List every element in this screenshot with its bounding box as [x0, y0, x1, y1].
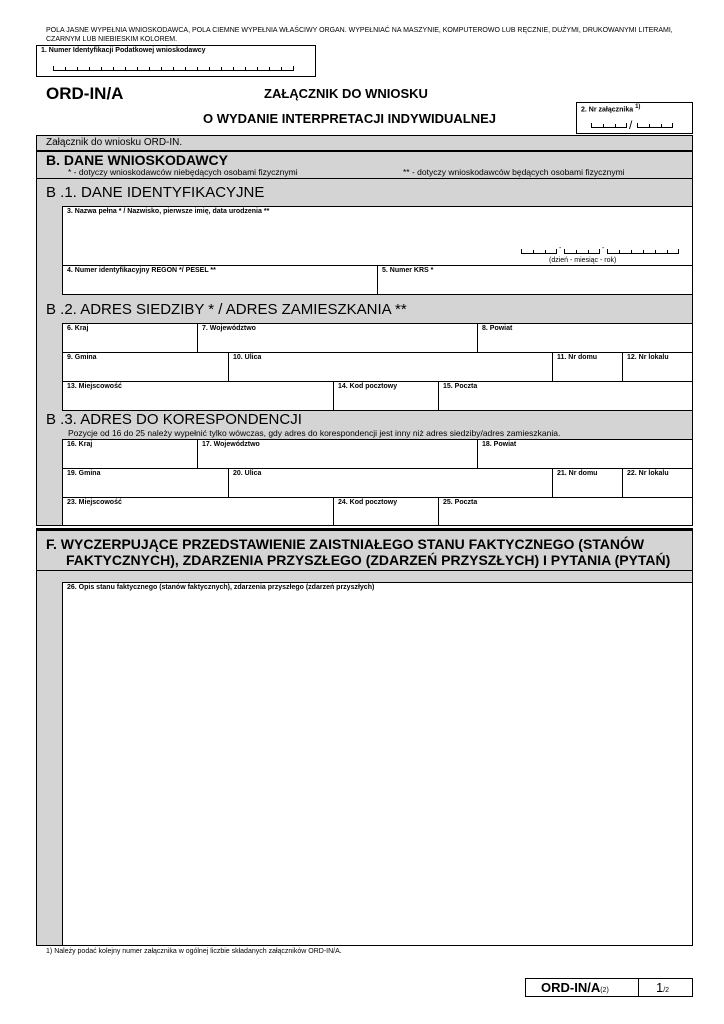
- corr-post-office-field[interactable]: [438, 497, 693, 526]
- page-number-total: /2: [663, 987, 670, 994]
- commune-field[interactable]: [62, 352, 229, 382]
- corr-county-field[interactable]: [477, 439, 693, 469]
- full-name-field[interactable]: [62, 206, 693, 266]
- section-f-title-line2: FAKTYCZNYCH), ZDARZENIA PRZYSZŁEGO (ZDARZEŃ PRZYSZŁYCH) I PYTANIA (PYTAŃ): [66, 552, 671, 568]
- house-number-label: 11. Nr domu: [557, 354, 598, 361]
- apartment-number-label: 12. Nr lokalu: [627, 354, 669, 361]
- corr-postal-code-field[interactable]: [333, 497, 439, 526]
- section-divider: [36, 570, 693, 571]
- corr-street-field[interactable]: [228, 468, 553, 498]
- commune-label: 9. Gmina: [67, 354, 97, 361]
- footer-form-code-text: ORD-IN/A: [541, 980, 601, 995]
- corr-post-office-label: 25. Poczta: [443, 499, 478, 506]
- regon-pesel-label: 4. Numer identyfikacyjny REGON */ PESEL **: [67, 267, 216, 274]
- title-line2: O WYDANIE INTERPRETACJI INDYWIDUALNEJ: [203, 111, 496, 126]
- page-number-current: 1: [656, 980, 664, 995]
- subtitle: Załącznik do wniosku ORD-IN.: [46, 137, 183, 148]
- slash-separator: /: [629, 118, 633, 132]
- city-field[interactable]: [62, 381, 334, 411]
- attachment-total-boxes: [637, 123, 673, 128]
- post-office-field[interactable]: [438, 381, 693, 411]
- corr-country-field[interactable]: [62, 439, 198, 469]
- attachment-number-boxes: [591, 123, 627, 128]
- county-label: 8. Powiat: [482, 325, 513, 332]
- corr-commune-label: 19. Gmina: [67, 470, 101, 477]
- corr-city-field[interactable]: [62, 497, 334, 526]
- date-hint: (dzień - miesiąc - rok): [549, 257, 617, 264]
- note-natural: ** - dotyczy wnioskodawców będących osobami fizycznymi: [403, 167, 625, 177]
- fact-description-label: 26. Opis stanu faktycznego (stanów faktycznych), zdarzenia przyszłego (zdarzeń przyszłych): [67, 584, 375, 591]
- footnote-mark: 1): [46, 948, 53, 955]
- corr-house-number-label: 21. Nr domu: [557, 470, 598, 477]
- postal-code-label: 14. Kod pocztowy: [338, 383, 398, 390]
- corr-county-label: 18. Powiat: [482, 441, 517, 448]
- nip-label: 1. Numer Identyfikacji Podatkowej wnioskodawcy: [41, 47, 206, 54]
- footer-divider: [638, 979, 639, 996]
- corr-street-label: 20. Ulica: [233, 470, 262, 477]
- footer-form-code: [541, 980, 609, 995]
- form-code: ORD-IN/A: [46, 84, 124, 103]
- voivodeship-label: 7. Województwo: [202, 325, 256, 332]
- nip-field[interactable]: [36, 45, 316, 77]
- apartment-number-field[interactable]: [622, 352, 693, 382]
- nip-digit-boxes: [53, 66, 294, 71]
- post-office-label: 15. Poczta: [443, 383, 478, 390]
- county-field[interactable]: [477, 323, 693, 353]
- b3-note: Pozycje od 16 do 25 należy wypełnić tylko wówczas, gdy adres do korespondencji jest inny niż adres siedziby/adres zamieszkania.: [68, 428, 561, 438]
- page-number: [656, 980, 669, 995]
- footnote-text: Należy podać kolejny numer załącznika w ogólnej liczbie składanych załączników ORD-IN/A.: [54, 948, 342, 955]
- corr-voivodeship-label: 17. Województwo: [202, 441, 260, 448]
- section-b3-title: B .3. ADRES DO KORESPONDENCJI: [46, 411, 302, 428]
- birth-month-boxes: [564, 249, 600, 254]
- corr-commune-field[interactable]: [62, 468, 229, 498]
- section-b1-title: B .1. DANE IDENTYFIKACYJNE: [46, 184, 265, 201]
- street-label: 10. Ulica: [233, 354, 262, 361]
- footer-form-version: (2): [600, 987, 609, 994]
- footnote-ref: 1): [635, 104, 641, 110]
- street-field[interactable]: [228, 352, 553, 382]
- postal-code-field[interactable]: [333, 381, 439, 411]
- country-label: 6. Kraj: [67, 325, 89, 332]
- section-f-title-line1: F. WYCZERPUJĄCE PRZEDSTAWIENIE ZAISTNIAŁEGO STANU FAKTYCZNEGO (STANÓW: [46, 536, 645, 552]
- corr-city-label: 23. Miejscowość: [67, 499, 122, 506]
- birth-day-boxes: [521, 249, 557, 254]
- date-separator: -: [559, 245, 562, 252]
- title-line1: ZAŁĄCZNIK DO WNIOSKU: [264, 86, 428, 101]
- regon-pesel-field[interactable]: [62, 265, 378, 295]
- voivodeship-field[interactable]: [197, 323, 478, 353]
- note-legal: * - dotyczy wnioskodawców niebędących osobami fizycznymi: [68, 167, 298, 177]
- section-b2-title: B .2. ADRES SIEDZIBY * / ADRES ZAMIESZKANIA **: [46, 301, 407, 318]
- date-separator: -: [602, 245, 605, 252]
- corr-apartment-number-label: 22. Nr lokalu: [627, 470, 669, 477]
- krs-field[interactable]: [377, 265, 693, 295]
- city-label: 13. Miejscowość: [67, 383, 122, 390]
- attachment-number-field[interactable]: [576, 102, 693, 134]
- corr-voivodeship-field[interactable]: [197, 439, 478, 469]
- instruction-text: POLA JASNE WYPEŁNIA WNIOSKODAWCA, POLA CIEMNE WYPEŁNIA WŁAŚCIWY ORGAN. WYPEŁNIAĆ NA MASZYNIE, KOMPUTEROWO LUB RĘCZNIE, DUŻYMI, DRUKOWANYMI LITERAMI, CZARNYM LUB NIEBIESKIM KOLOREM.: [46, 27, 673, 43]
- section-divider: [36, 178, 693, 179]
- krs-label: 5. Numer KRS *: [382, 267, 434, 274]
- section-b-title: B. DANE WNIOSKODAWCY: [46, 152, 228, 168]
- corr-postal-code-label: 24. Kod pocztowy: [338, 499, 398, 506]
- corr-country-label: 16. Kraj: [67, 441, 93, 448]
- birth-year-boxes: [607, 249, 679, 254]
- fact-description-field[interactable]: [62, 582, 693, 946]
- corr-house-number-field[interactable]: [552, 468, 623, 498]
- corr-apartment-number-field[interactable]: [622, 468, 693, 498]
- full-name-label: 3. Nazwa pełna * / Nazwisko, pierwsze imię, data urodzenia **: [67, 208, 270, 215]
- country-field[interactable]: [62, 323, 198, 353]
- footer-form-code-box: [525, 978, 693, 997]
- attachment-number-label: 2. Nr załącznika $^{1)}$: [581, 104, 641, 114]
- footnote: [46, 948, 342, 955]
- house-number-field[interactable]: [552, 352, 623, 382]
